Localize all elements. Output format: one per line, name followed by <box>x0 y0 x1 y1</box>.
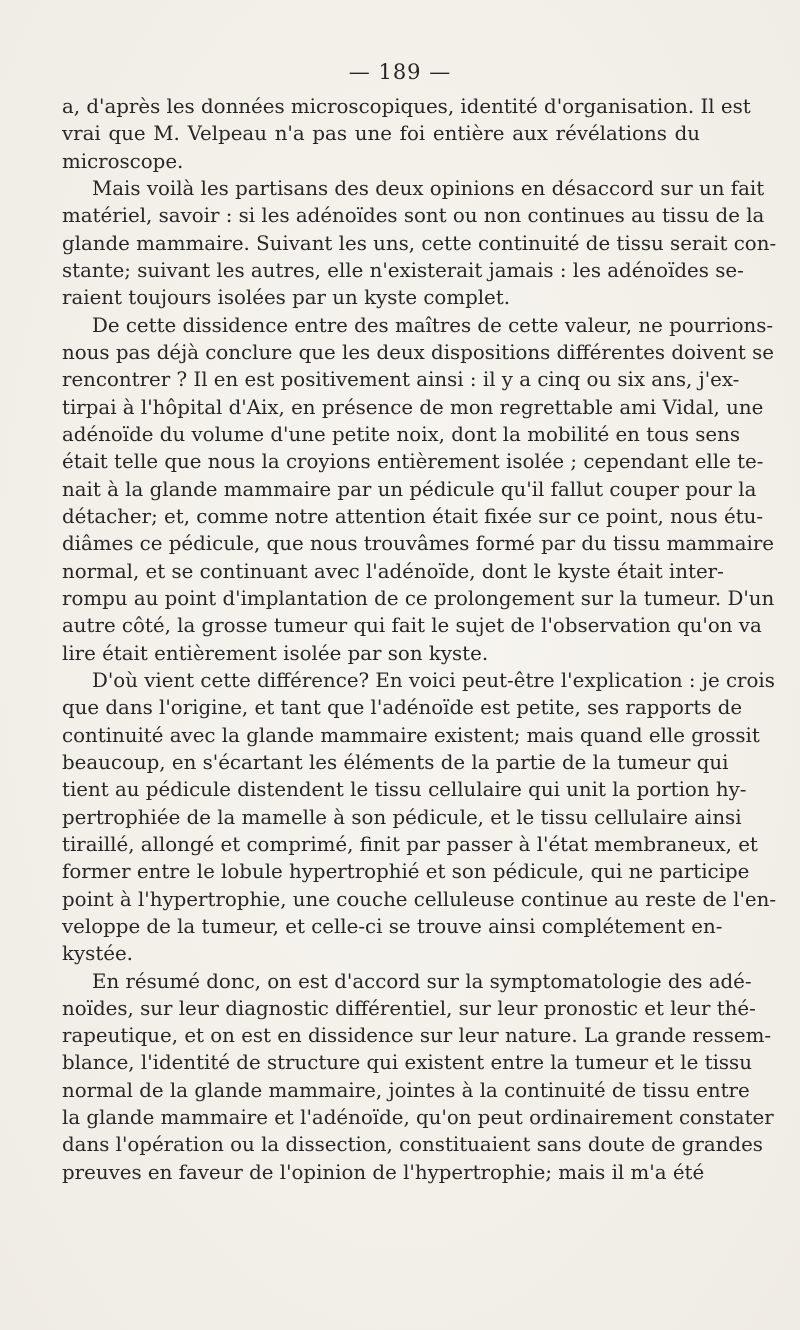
text-line: pertrophiée de la mamelle à son pédicule, et le tissu cellulaire ainsi <box>62 805 742 829</box>
paragraph <box>62 968 774 1187</box>
text-line: autre côté, la grosse tumeur qui fait le sujet de l'observation qu'on va <box>62 614 762 638</box>
text-line: rompu au point d'implantation de ce prolongement sur la tumeur. D'un <box>62 586 775 610</box>
text-line: tirpai à l'hôpital d'Aix, en présence de mon regrettable ami Vidal, une <box>62 395 764 419</box>
text-line: a, d'après les données microscopiques, identité d'organisation. Il est <box>62 95 751 118</box>
text-line: que dans l'origine, et tant que l'adénoïde est petite, ses rapports de <box>62 696 743 720</box>
paragraph <box>62 312 775 667</box>
text-line: Mais voilà les partisans des deux opinions en désaccord sur un fait <box>92 176 765 200</box>
text-line: De cette dissidence entre des maîtres de cette valeur, ne pourrions- <box>92 313 774 337</box>
text-line: glande mammaire. Suivant les uns, cette continuité de tissu serait con- <box>62 231 777 255</box>
text-line: nait à la glande mammaire par un pédicule qu'il fallut couper pour la <box>62 477 757 501</box>
text-line: noïdes, sur leur diagnostic différentiel, sur leur pronostic et leur thé- <box>62 996 756 1020</box>
text-line: normal, et se continuant avec l'adénoïde, dont le kyste était inter- <box>62 559 724 583</box>
text-line: tiraillé, allongé et comprimé, finit par passer à l'état membraneux, et <box>62 832 758 856</box>
page-number: — 189 — <box>348 60 452 84</box>
text-line: preuves en faveur de l'opinion de l'hypertrophie; mais il m'a été <box>62 1160 705 1184</box>
paragraph <box>62 667 777 968</box>
text-line: diâmes ce pédicule, que nous trouvâmes formé par du tissu mammaire <box>62 532 774 556</box>
text-line: former entre le lobule hypertrophié et son pédicule, qui ne participe <box>62 860 750 884</box>
text-line: D'où vient cette différence? En voici peut-être l'explication : je crois <box>92 668 775 692</box>
text-line: beaucoup, en s'écartant les éléments de la partie de la tumeur qui <box>62 750 729 774</box>
text-line: continuité avec la glande mammaire existent; mais quand elle grossit <box>62 723 760 747</box>
paragraph <box>62 175 777 312</box>
text-line: microscope. <box>62 149 184 173</box>
text-line: kystée. <box>62 942 133 966</box>
text-line: En résumé donc, on est d'accord sur la symptomatologie des adé- <box>92 969 752 993</box>
text-line: vrai que M. Velpeau n'a pas une foi entière aux révélations du <box>62 122 700 146</box>
text-line: lire était entièrement isolée par son kyste. <box>62 641 489 665</box>
text-line: rapeutique, et on est en dissidence sur leur nature. La grande ressem- <box>62 1024 772 1048</box>
text-line: dans l'opération ou la dissection, constituaient sans doute de grandes <box>62 1133 763 1157</box>
text-line: rencontrer ? Il en est positivement ainsi : il y a cinq ou six ans, j'ex- <box>62 368 740 392</box>
text-line: stante; suivant les autres, elle n'existerait jamais : les adénoïdes se- <box>62 258 744 282</box>
text-line: adénoïde du volume d'une petite noix, dont la mobilité en tous sens <box>62 422 740 446</box>
text-line: matériel, savoir : si les adénoïdes sont ou non continues au tissu de la <box>62 204 765 228</box>
paragraph <box>62 93 751 175</box>
text-line: la glande mammaire et l'adénoïde, qu'on peut ordinairement constater <box>62 1106 774 1130</box>
text-line: tient au pédicule distendent le tissu cellulaire qui unit la portion hy- <box>62 778 747 802</box>
text-line: veloppe de la tumeur, et celle-ci se trouve ainsi complétement en- <box>62 914 723 938</box>
text-line: blance, l'identité de structure qui existent entre la tumeur et le tissu <box>62 1051 752 1075</box>
text-line: raient toujours isolées par un kyste complet. <box>62 286 511 310</box>
body-text <box>62 93 777 1186</box>
text-line: normal de la glande mammaire, jointes à la continuité de tissu entre <box>62 1078 750 1102</box>
text-line: point à l'hypertrophie, une couche celluleuse continue au reste de l'en- <box>62 887 777 911</box>
text-line: était telle que nous la croyions entièrement isolée ; cependant elle te- <box>62 450 764 474</box>
text-line: nous pas déjà conclure que les deux dispositions différentes doivent se <box>62 340 774 364</box>
text-line: détacher; et, comme notre attention était fixée sur ce point, nous étu- <box>62 504 764 528</box>
